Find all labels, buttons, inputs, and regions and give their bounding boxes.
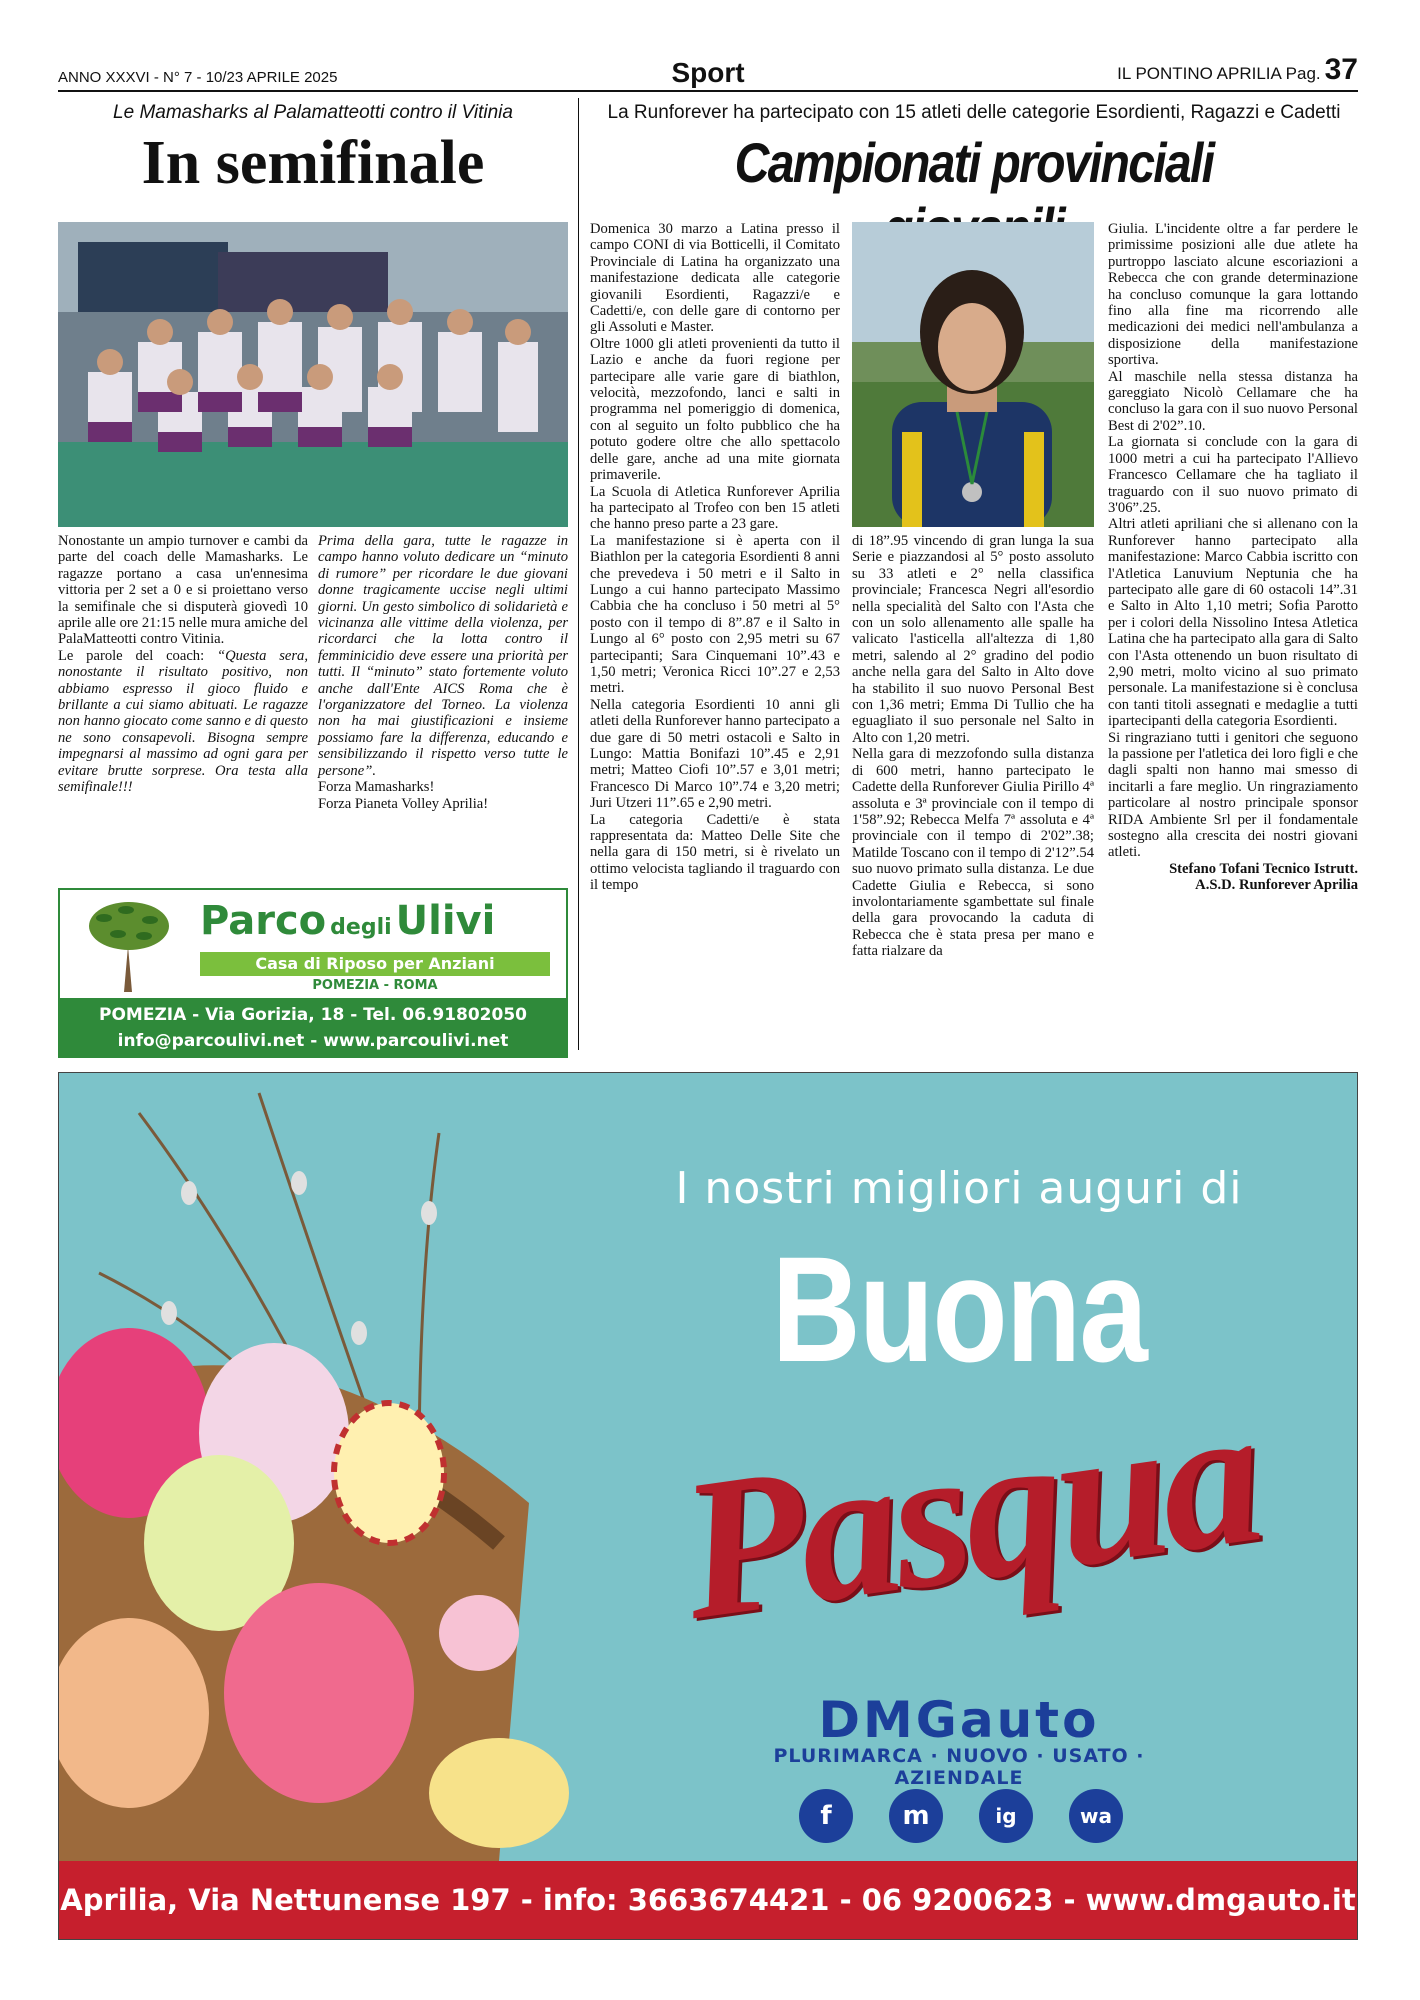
parco-ulivi-ad[interactable] — [58, 888, 568, 1058]
team-photo — [58, 222, 568, 527]
left-kicker: Le Mamasharks al Palamatteotti contro il Vitinia — [113, 102, 513, 123]
right-kicker: La Runforever ha partecipato con 15 atleti delle categorie Esordienti, Ragazzi e Cadetti — [607, 102, 1341, 123]
instagram-icon[interactable]: ig — [979, 1789, 1033, 1843]
greeting-pasqua: Pasqua — [668, 1363, 1270, 1662]
right-column-3 — [1108, 221, 1358, 894]
athlete-photo — [852, 222, 1094, 527]
right-column-1 — [590, 221, 840, 894]
signature-name: Stefano Tofani Tecnico Istrutt. — [1169, 860, 1358, 877]
whatsapp-icon[interactable]: wa — [1069, 1789, 1123, 1843]
coach-quote: “Questa sera, nonostante il risultato positivo, non abbiamo espresso il gioco fluido e brillante a cui siamo abituati. Le ragazze non hanno giocato come sanno e di questo ne sono consapevoli. Bisogna sempre impegnarsi al massimo ad ogni gara per evitare brutte sorprese. Ora testa alla semifinale!!! — [58, 647, 308, 796]
paragraph: Giulia. L'incidente oltre a far perdere le primissime posizioni alle due atlete ha purtroppo lasciato alcune escoriazioni a Rebecca che con grande determinazione ha concluso comunque la gara lottando fino alla fine ma ricorrendo alle medicazioni dei medici nell'ambulanza a disposizione della manifestazione sportiva. — [1108, 221, 1358, 369]
ad-brand — [200, 898, 495, 944]
ad-address: POMEZIA - Via Gorizia, 18 - Tel. 06.91802050 — [99, 1005, 527, 1025]
ad-top — [60, 890, 566, 996]
dmgauto-logo — [719, 1691, 1199, 1789]
paragraph: Forza Pianeta Volley Aprilia! — [318, 795, 489, 812]
easter-ad[interactable] — [58, 1072, 1358, 1940]
brand-word: Parco — [200, 898, 327, 944]
paragraph: di 18”.95 vincendo di gran lunga la sua Serie e piazzandosi al 5° posto assoluto su 33 atleti e 2° nella classifica provinciale; Francesca Negri all'esordio nella specialità del Salto con l'Asta che con un solo allenamento alle spalle ha valicato l'asticella all'altezza di 1,80 metri, salendo al 2° gradino del podio anche nella gara del Salto in Alto dove ha stabilito il suo nuovo Personal Best con 1,36 metri; Emma Di Tullio che ha eguagliato il suo personale nel Salto in Alto con 1,20 metri. — [852, 533, 1094, 746]
paragraph: Domenica 30 marzo a Latina presso il campo CONI di via Botticelli, il Comitato Provinciale di Latina ha organizzato una manifestazione dedicata alle categorie giovanili Esordienti, Ragazzi/e e Cadetti/e, con delle gare di contorno per gli Assoluti e Master. — [590, 221, 840, 336]
coach-intro: Le parole del coach: — [58, 647, 205, 664]
facebook-icon[interactable]: f — [799, 1789, 853, 1843]
brand-small: degli — [330, 915, 392, 940]
paragraph: Si ringraziano tutti i genitori che seguono la passione per l'atletica dei loro figli e che dagli spalti non hanno mai smesso di incitarli a fare meglio. Un ringraziamento particolare al nostro principale sponsor RIDA Ambiente Srl per il fondamentale sostegno alla crescita dei nostri giovani atleti. — [1108, 729, 1358, 861]
section-title: Sport — [671, 57, 745, 88]
right-column-2 — [852, 533, 1094, 960]
paragraph — [58, 648, 308, 796]
ad-city: POMEZIA - ROMA — [312, 978, 438, 993]
page-header — [58, 53, 1358, 92]
paragraph: Nonostante un ampio turnover e cambi da parte del coach delle Mamasharks. Le ragazze portano a casa un'ennesima vittoria per 2 set a 0 e si proiettano verso la semifinale che si disputerà giovedì 10 aprile alle ore 21:15 nelle mura amiche del PalaMatteotti contro Vitinia. — [58, 533, 309, 648]
paragraph: Altri atleti apriliani che si allenano con la Runforever hanno partecipato alla manifestazione: Marco Cabbia iscritto con l'Atletica Lanuvium Neptunia che ha partecipato alle gare di 60 ostacoli 14”.31 e Salto in Alto 1,10 metri; Sofia Parotto per i colori della Nissolino Intesa Atletica Latina che ha partecipato alla gara di Salto con l'Asta ottenendo un buon risultato di 2,90 metri, molto vicino al suo primato personale. La manifestazione si è conclusa con tanti titoli assegnati e medaglie a tutti ipartecipanti della categoria Esordienti. — [1108, 516, 1358, 730]
paragraph: La manifestazione si è aperta con il Biathlon per la categoria Esordienti 8 anni che prevedeva i 50 metri e il Salto in Lungo a cui hanno partecipato Massimo Cabbia che ha concluso i 50 metri al 5° posto con il tempo di 8”.87 e il Salto in Lungo al 6° posto con 2,95 metri su 67 partecipanti; Sara Cinquemani 10”.43 e 1,50 metri; Veronica Ricci 10”.27 e 2,53 metri. — [590, 532, 840, 697]
column-divider — [578, 98, 579, 1050]
logo-text: DMGauto — [818, 1691, 1100, 1749]
paragraph: Prima della gara, tutte le ragazze in campo hanno voluto dedicare un “minuto di rumore” per ricordare le due giovani donne tragicamente uccise negli ultimi giorni. Un gesto simbolico di solidarietà e vicinanza alle vittime della violenza, per ricordarci che la lotta contro il femminicidio deve essere una priorità per tutti. Il “minuto” stato fortemente voluto anche dall'Ente AICS Roma che è l'organizzatore del Torneo. La violenza non ha mai giustificazioni e insieme possiamo fare la differenza, educando e sensibilizzando il rispetto verso tutte le persone”. — [318, 533, 568, 779]
paper-page — [1117, 53, 1358, 87]
paper-name: IL PONTINO APRILIA Pag. — [1117, 64, 1321, 83]
greeting-line: I nostri migliori auguri di — [675, 1163, 1243, 1214]
paragraph: Al maschile nella stessa distanza ha gareggiato Nicolò Cellamare che ha concluso la gara con il suo nuovo Personal Best di 2'02”.10. — [1108, 368, 1358, 434]
right-title: Campionati provinciali — [734, 131, 1214, 194]
paragraph: La Scuola di Atletica Runforever Aprilia ha partecipato al Trofeo con ben 15 atleti che hanno preso parte a 23 gare. — [590, 483, 840, 533]
ad-subtitle: Casa di Riposo per Anziani — [200, 952, 550, 976]
ad-contacts — [60, 998, 566, 1056]
page-number: 37 — [1324, 53, 1358, 86]
paragraph: Forza Mamasharks! — [318, 779, 435, 796]
brand-word: Ulivi — [395, 898, 496, 944]
messenger-icon[interactable]: m — [889, 1789, 943, 1843]
paragraph: La giornata si conclude con la gara di 1000 metri a cui ha partecipato l'Allievo Francesco Cellamare che ha tagliato il traguardo con il suo nuovo primato di 3'06”.25. — [1108, 434, 1358, 516]
greeting-buona: Buona — [771, 1225, 1147, 1393]
olive-tree-icon — [74, 896, 184, 992]
logo-tagline: PLURIMARCA · NUOVO · USATO · AZIENDALE — [773, 1745, 1145, 1789]
paragraph: Nella categoria Esordienti 10 anni gli atleti della Runforever hanno partecipato a due gare di 50 metri ostacoli e Salto in Lungo: Mattia Bonifazi 10”.45 e 2,91 metri; Matteo Ciofi 10”.57 e 3,01 metri; Francesco Di Marco 10”.74 e 3,20 metri; Juri Utzeri 11”.65 e 2,90 metri. — [590, 696, 840, 812]
ad-web[interactable]: info@parcoulivi.net - www.parcoulivi.net — [117, 1031, 509, 1051]
issue-info: ANNO XXXVI - N° 7 - 10/23 APRILE 2025 — [58, 69, 338, 86]
left-column-2 — [318, 533, 568, 812]
signature-club: A.S.D. Runforever Aprilia — [1195, 877, 1358, 894]
left-title: In semifinale — [141, 129, 485, 197]
paragraph: La categoria Cadetti/e è stata rappresentata da: Matteo Delle Site che nella gara di 150 metri, si è rivelato un ottimo velocista tagliando il traguardo con il tempo — [590, 811, 840, 894]
ad-footer[interactable]: Aprilia, Via Nettunense 197 - info: 3663674421 - 06 9200623 - www.dmgauto.it — [59, 1861, 1357, 1939]
paragraph: Oltre 1000 gli atleti provenienti da tutto il Lazio e anche da fuori regione per partecipare alle varie gare di biathlon, velocità, mezzofondo, lanci e salti in programma nel pomeriggio di domenica, con al seguito un folto pubblico che ha potuto godere oltre che allo spettacolo delle gare, anche ad una mite giornata primaverile. — [590, 335, 840, 484]
social-icons — [799, 1789, 1129, 1845]
paragraph: Nella gara di mezzofondo sulla distanza di 600 metri, hanno partecipato le Cadette della Runforever Giulia Pirillo 4ª assoluta e 3ª provinciale con il tempo di 1'58”.92; Rebecca Melfa 7ª assoluta e 4ª provinciale con il tempo di 2'02”.38; Matilde Toscano con il tempo di 2'12”.54 suo nuovo primato sulla distanza. Le due Cadette Giulia e Rebecca, si sono involontariamente sgambettate sul finale della gara provocando la caduta di Rebecca che è stata presa per mano e fatta rialzare da — [852, 746, 1094, 960]
left-column-1 — [58, 533, 308, 796]
